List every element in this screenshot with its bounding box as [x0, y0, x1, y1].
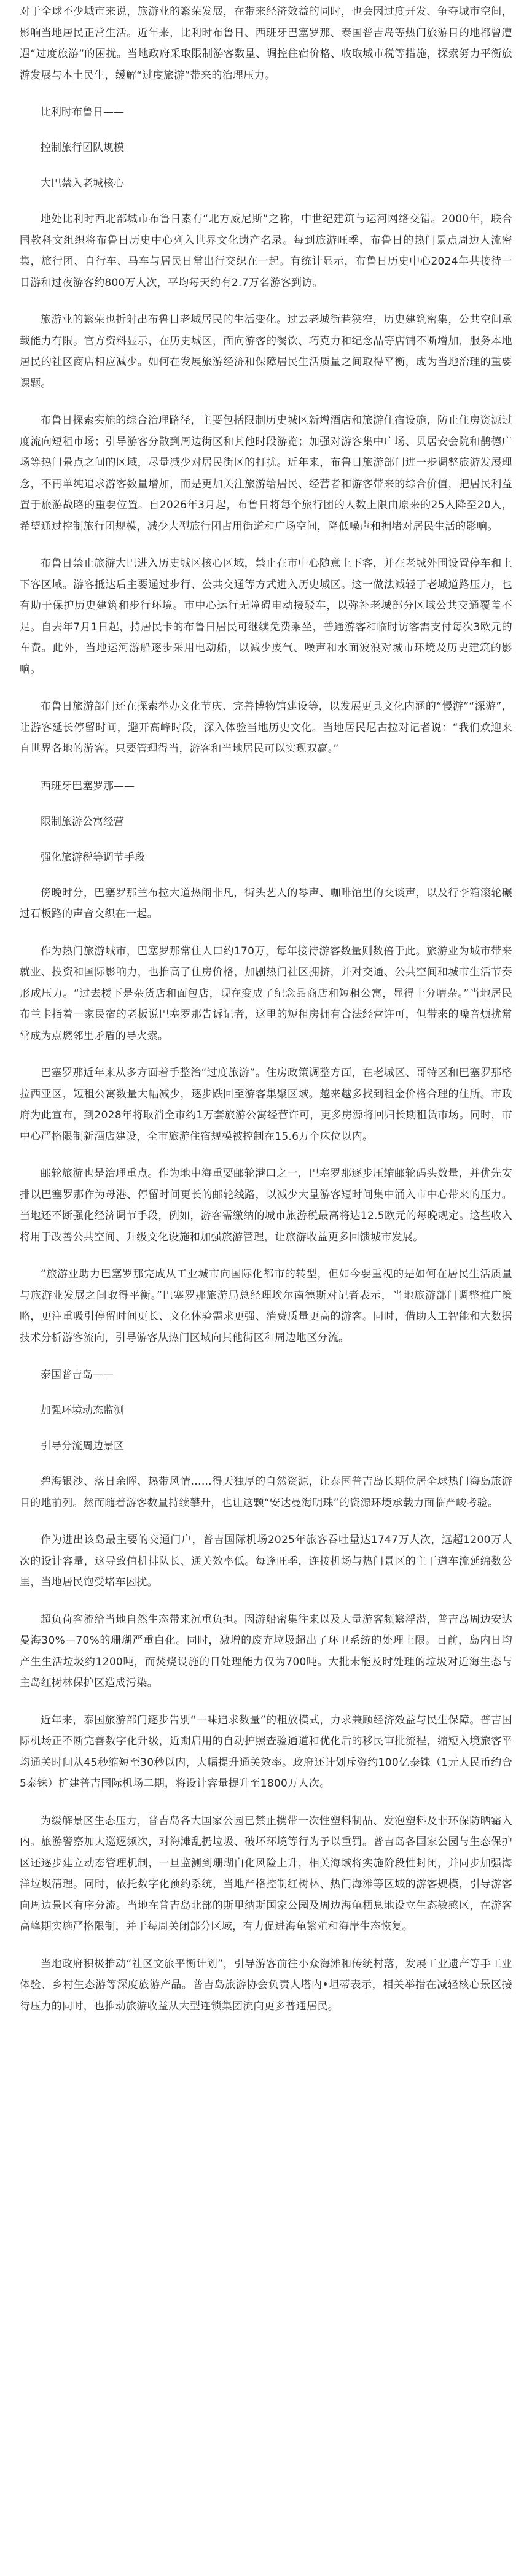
paragraph: 邮轮旅游也是治理重点。作为地中海重要邮轮港口之一，巴塞罗那逐步压缩邮轮码头数量，并优先安排以巴塞罗那作为母港、停留时间更长的邮轮线路，以减少大量游客短时间集中涌入市中心带来的压力。当地还不断强化经济调节手段，例如，游客需缴纳的城市旅游税最高将达12.5欧元的每晚规定。这些收入将用于改善公共空间、升级文化设施和加强旅游管理，让旅游收益更多回馈城市发展。 — [20, 1167, 512, 1244]
paragraph: 巴塞罗那近年来从多方面着手整治“过度旅游”。住房政策调整方面，在老城区、哥特区和巴塞罗那格拉西亚区，短租公寓数量大幅减少，逐步跌回至游客集聚区域。越来越多找到租金价格合理的住所。市政府为此宣布，到2028年将取消全市约1万套旅游公寓经营许可，更多房源将回归长期租赁市场。同时，市中心严格限制新酒店建设，全市旅游住宿规模被控制在15.6万个床位以内。 — [20, 1067, 512, 1143]
paragraph: 布鲁日探索实施的综合治理路径，主要包括限制历史城区新增酒店和旅游住宿设施，防止住房资源过度流向短租市场；引导游客分散到周边街区和其他时段游览；加强对游客集中广场、贝居安会院和鹊德广场等热门景点之间的区域，尽量减少对居民街区的打扰。近年来，布鲁日旅游部门进一步调整旅游发展理念，不再单纯追求游客数量增加，而是更加关注旅游给居民、经营者和游客带来的综合价值，把居民利益置于旅游战略的重要位置。自2026年3月起，布鲁日将每个旅行团的人数上限由原来的25人降至20人，希望通过控制旅行团规模，减少大型旅行团占用街道和广场空间，降低噪声和拥堵对居民生活的影响。 — [20, 414, 512, 533]
paragraph: 作为进出该岛最主要的交通门户，普吉国际机场2025年旅客吞吐量达1747万人次，远超1200万人次的设计容量，这导致值机排队长、通关效率低。每逢旺季，连接机场与热门景区的主干道车流延绵数公里，当地居民饱受堵车困扰。 — [20, 1534, 512, 1588]
paragraph: 旅游业的繁荣也折射出布鲁日老城居民的生活变化。过去老城街巷狭窄，历史建筑密集，公共空间承载能力有限。官方资料显示，在历史城区，面向游客的餐饮、巧克力和纪念品等店铺不断增加，服务本地居民的社区商店相应减少。如何在发展旅游经济和保障居民生活质量之间取得平衡，成为当地治理的重要课题。 — [20, 314, 512, 390]
section-heading-phuket: 泰国普吉岛—— — [41, 1369, 114, 1381]
section-subheading-bruges-2: 大巴禁入老城核心 — [41, 177, 124, 190]
paragraph: 碧海银沙、落日余晖、热带风情……得天独厚的自然资源，让泰国普吉岛长期位居全球热门海岛旅游目的地前列。然而随着游客数量持续攀升，也让这颗“安达曼海明珠”的资源环境承载力面临严峻考验。 — [20, 1476, 512, 1509]
section-subheading-barcelona-1: 限制旅游公寓经营 — [41, 815, 124, 828]
section-subheading-barcelona-2: 强化旅游税等调节手段 — [41, 851, 145, 864]
section-subheading-phuket-1: 加强环境动态监测 — [41, 1404, 124, 1417]
paragraph: 傍晚时分，巴塞罗那兰布拉大道热闹非凡，街头艺人的琴声、咖啡馆里的交谈声，以及行李箱滚轮碾过石板路的声音交织在一起。 — [20, 886, 512, 920]
paragraph: 布鲁日禁止旅游大巴进入历史城区核心区域，禁止在市中心随意上下客，并在老城外围设置停车和上下客区域。游客抵达后主要通过步行、公共交通等方式进入历史城区。这一做法减轻了老城道路压力，也有助于保护历史建筑和步行环境。市中心运行无障碍电动接驳车，以弥补老城部分区域公共交通覆盖不足。自去年7月1日起，持居民卡的布鲁日居民可继续免费乘坐，普通游客和临时访客需支付每次3欧元的车费。此外，当地运河游船逐步采用电动船，以减少废气、噪声和水面波浪对城市环境及历史建筑的影响。 — [20, 557, 512, 676]
section-subheading-phuket-2: 引导分流周边景区 — [41, 1440, 124, 1452]
intro-paragraph: 对于全球不少城市来说，旅游业的繁荣发展，在带来经济效益的同时，也会因过度开发、争夺城市空间，影响当地居民正常生活。近年来，比利时布鲁日、西班牙巴塞罗那、泰国普吉岛等热门旅游目的地都曾遭遇“过度旅游”的困扰。当地政府采取限制游客数量、调控住宿价格、收取城市税等措施，探索努力平衡旅游发展与本土民生，缓解“过度旅游”带来的治理压力。 — [20, 6, 512, 82]
paragraph: 超负荷客流给当地自然生态带来沉重负担。因游船密集往来以及大量游客频繁浮潜，普吉岛周边安达曼海30%—70%的珊瑚严重白化。同时，激增的废弃垃圾超出了环卫系统的处理上限。目前，岛内日均产生生活垃圾约1200吨，而焚烧设施的日处理能力仅为700吨。大批未能及时处理的垃圾对近海生态与主岛红树林保护区造成污染。 — [20, 1613, 512, 1689]
section-subheading-bruges-1: 控制旅行团队规模 — [41, 142, 124, 154]
paragraph: 近年来，泰国旅游部门逐步告别“一味追求数量”的粗放模式，力求兼顾经济效益与民生保障。普吉国际机场正不断完善数字化升级，近期启用的自动护照查验通道和优化后的移民审批流程，缩短入境旅客平均通关时间从45秒缩短至30秒以内，大幅提升通关效率。政府还计划斥资约100亿泰铢（1元人民币约合5泰铢）扩建普吉国际机场二期，将设计容量提升至1800万人次。 — [20, 1714, 512, 1790]
paragraph: 布鲁日旅游部门还在探索举办文化节庆、完善博物馆建设等，以发展更具文化内涵的“慢游”“深游”，让游客延长停留时间，避开高峰时段，深入体验当地历史文化。当地居民尼古拉对记者说：“我们欢迎来自世界各地的游客。只要管理得当，游客和当地居民可以实现双赢。” — [20, 700, 512, 755]
section-heading-bruges: 比利时布鲁日—— — [41, 106, 124, 118]
paragraph: 为缓解景区生态压力，普吉岛各大国家公园已禁止携带一次性塑料制品、发泡塑料及非环保防晒霜入内。旅游警察加大巡逻频次，对海滩乱扔垃圾、破坏环境等行为予以重罚。普吉岛各国家公园与生态保护区还逐步建立动态管理机制，一旦监测到珊瑚白化风险上升，相关海域将实施阶段性封闭，并同步加强海洋垃圾清理。同时，依托数字化预约系统，当地严格控制红树林、热门海滩等区域的游客规模，引导游客向周边景区有序分流。当地在普吉岛北部的斯里纳斯国家公园及周边海龟栖息地设立生态敏感区，在游客高峰期实施严格限制，并于每周关闭部分区域，有力促进海龟繁殖和海岸生态恢复。 — [20, 1814, 512, 1933]
paragraph: 作为热门旅游城市，巴塞罗那常住人口约170万，每年接待游客数量则数倍于此。旅游业为城市带来就业、投资和国际影响力，也推高了住房价格，加剧热门社区拥挤，并对交通、公共空间和城市生活节奏形成压力。“过去楼下是杂货店和面包店，现在变成了纪念品商店和短租公寓，显得十分嘈杂。”当地居民布兰卡指着一家民宿的老板说巴塞罗那告诉记者，这里的短租房拥有合法经营许可，但带来的噪音烦扰常常成为点燃邻里矛盾的导火索。 — [20, 945, 512, 1042]
paragraph: 当地政府积极推动“社区文旅平衡计划”，引导游客前往小众海滩和传统村落，发展工业遗产等手工业体验、乡村生态游等深度旅游产品。普吉岛旅游协会负责人塔内•坦蒂表示，相关举措在减轻核心景区接待压力的同时，也推动旅游收益从大型连锁集团流向更多普通居民。 — [20, 1957, 512, 2013]
paragraph: “旅游业助力巴塞罗那完成从工业城市向国际化都市的转型，但如今要重视的是如何在居民生活质量与旅游业发展之间取得平衡。”巴塞罗那旅游局总经理埃尔南德斯对记者表示，当地旅游部门调整推广策略，更注重吸引停留时间更长、文化体验需求更强、消费质量更高的游客。同时，借助人工智能和大数据技术分析游客流向，引导游客从热门区域向其他街区和周边地区分流。 — [20, 1268, 512, 1344]
paragraph: 地处比利时西北部城市布鲁日素有“北方威尼斯”之称，中世纪建筑与运河网络交错。2000年，联合国教科文组织将布鲁日历史中心列入世界文化遗产名录。每到旅游旺季，布鲁日的热门景点周边人流密集，旅行团、自行车、马车与居民日常出行交织在一起。有统计显示，布鲁日历史中心2024年共接待一日游和过夜游客约800万人次，平均每天约有2.7万名游客到访。 — [20, 213, 512, 289]
section-heading-barcelona: 西班牙巴塞罗那—— — [41, 779, 135, 792]
